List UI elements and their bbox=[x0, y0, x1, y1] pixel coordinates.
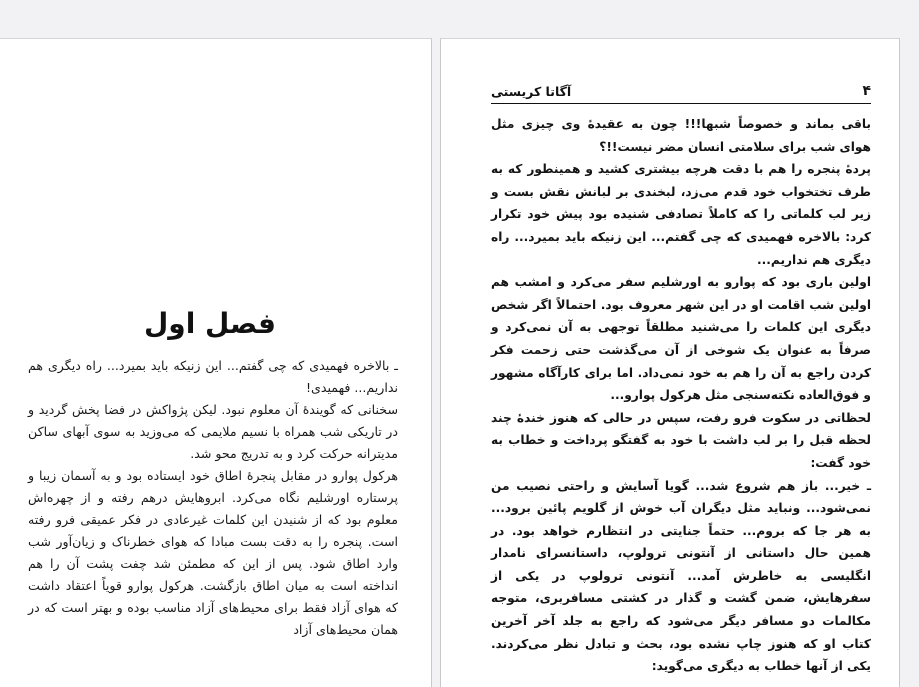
left-page bbox=[0, 38, 432, 687]
page-header bbox=[491, 81, 871, 104]
right-page-body bbox=[491, 113, 871, 678]
paragraph: هرکول پوارو در مقابل پنجرهٔ اطاق خود ایستاده بود و به آسمان زیبا و پرستاره اورشلیم نگاه می‌کرد. ابروهایش درهم رفته و از چهره‌اش معلوم بود که از شنیدن این کلمات غیرعادی در فکر عمیقی فرو رفته است. پنجره را به دقت بست مبادا که هوای خطرناک و زیان‌آور شب وارد اطاق شود. پس از این که مطمئن شد چفت پشت آن را هم انداخته است به میان اطاق بازگشت. هرکول پوارو قویاً اعتقاد داشت که هوای آزاد فقط برای محیط‌های آزاد مناسب بوده و بهتر است که در همان محیط‌های آزاد bbox=[28, 468, 398, 637]
paragraph: باقی بماند و خصوصاً شبها!!! چون به عقیدهٔ وی چیزی مثل هوای شب برای سلامتی انسان مضر نیست!!؟ bbox=[491, 117, 871, 154]
paragraph: سخنانی که گویندهٔ آن معلوم نبود. لیکن پژواکش در فضا پخش گردید و در تاریکی شب همراه با نسیم ملایمی که می‌وزید به سوی آبهای ساکن مدیترانه حرکت کرد و به تدریج محو شد. bbox=[28, 402, 398, 461]
page-number: ۴ bbox=[862, 83, 871, 99]
paragraph: پردهٔ پنجره را هم با دقت هرچه بیشتری کشید و همینطور که به طرف تختخواب خود قدم می‌زد، لبخندی بر لبانش نقش بست و زیر لب کلماتی را که کاملاً تصادفی شنیده بود پیش خود تکرار کرد: بالاخره فهمیدی که چی گفتم... این زنیکه باید بمیرد... راه دیگری هم نداریم... bbox=[491, 162, 871, 267]
right-page bbox=[440, 38, 900, 687]
paragraph: اولین باری بود که پوارو به اورشلیم سفر می‌کرد و امشب هم اولین شب اقامت او در این شهر معروف بود. احتمالاً اگر شخص دیگری این کلمات را می‌شنید مطلقاً توجهی به آن نمی‌کرد و صرفاً به عنوان یک شوخی از آن می‌گذشت حتی زحمت فکر کردن راجع به آن را هم به خود نمی‌داد. اما برای کارآگاه مشهور و فوق‌العاده نکته‌سنجی مثل هرکول پوارو... bbox=[491, 275, 871, 403]
paragraph: لحظاتی در سکوت فرو رفت، سپس در حالی که هنوز خندهٔ چند لحظه قبل را بر لب داشت با خود به گفتگو پرداخت و خطاب به خود گفت: bbox=[491, 410, 871, 470]
running-title: آگاتا کریستی bbox=[491, 84, 572, 99]
chapter-title: فصل اول bbox=[144, 307, 276, 340]
paragraph: ـ بالاخره فهمیدی که چی گفتم... این زنیکه باید بمیرد... راه دیگری هم نداریم... فهمیدی! bbox=[28, 358, 398, 395]
left-page-body bbox=[28, 355, 398, 641]
paragraph: ـ خیر... باز هم شروع شد... گویا آسایش و راحتی نصیب من نمی‌شود... ونباید مثل دیگران آب خوش از گلویم پائین برود... به هر جا که بروم... حتماً جنایتی در انتظارم خواهد بود. در همین حال داستانی از آنتونی ترولوپ، داستانسرای نامدار انگلیسی به خاطرش آمد... آنتونی ترولوپ در یکی از سفرهایش، ضمن گشت و گذار در کشتی مسافربری، متوجه مکالمات دو مسافر دیگر می‌شود که راجع به جلد آخر آخرین کتاب او که هنوز چاپ نشده بود، بحث و تبادل نظر می‌کردند. یکی از آنها خطاب به دیگری می‌گوید: bbox=[491, 478, 871, 674]
